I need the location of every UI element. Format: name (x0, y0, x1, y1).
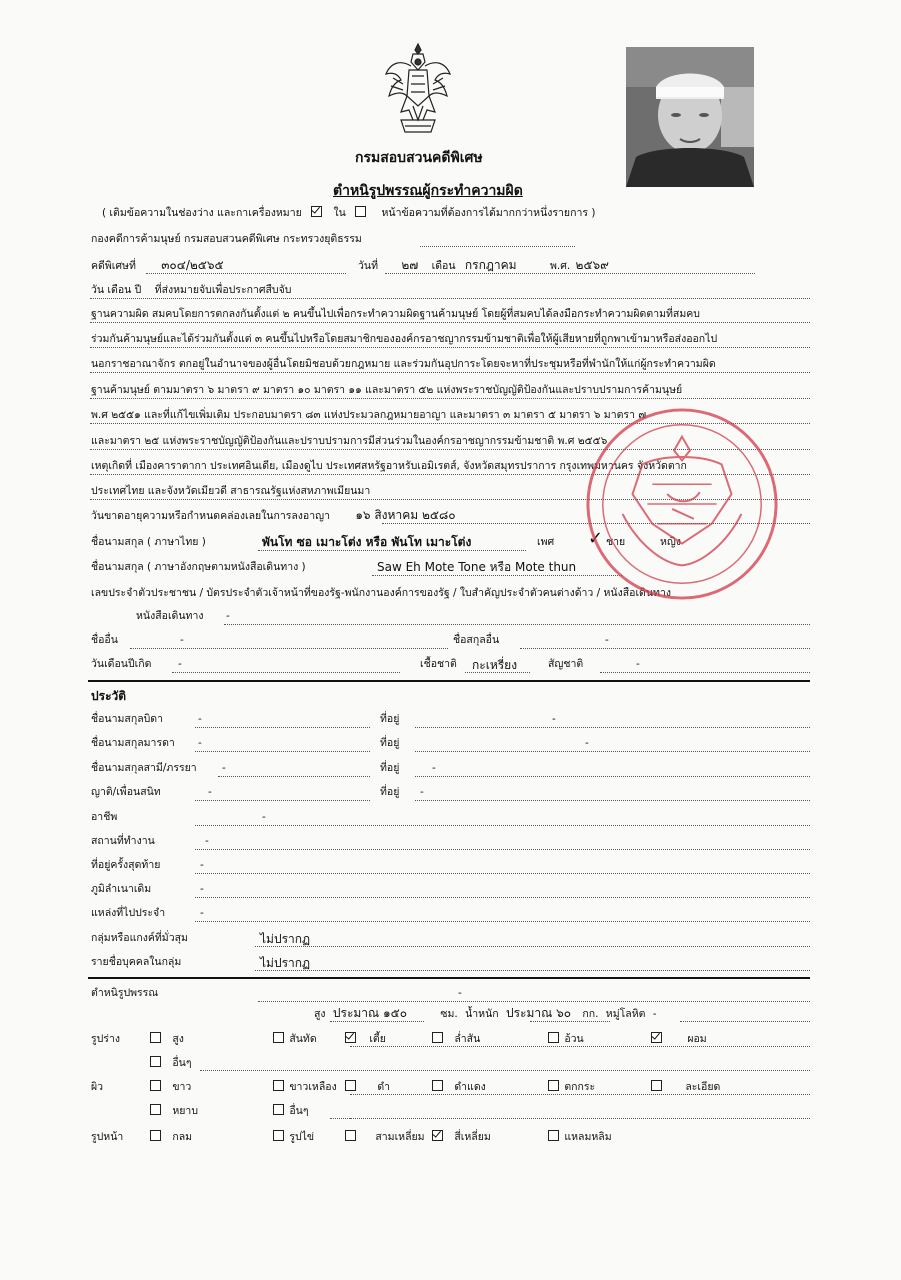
passport-value[interactable]: - (226, 610, 230, 622)
skin-opt-freckled[interactable] (548, 1080, 595, 1094)
form-title: ตำหนิรูปพรรณผู้กระทำความผิด (333, 183, 523, 199)
build-opt-thin-box[interactable] (651, 1032, 662, 1043)
official-seal-stamp (583, 405, 781, 603)
weight-label: น้ำหนัก (465, 1008, 499, 1020)
face-opt-triangle[interactable] (345, 1130, 425, 1144)
skin-opt-white[interactable] (150, 1080, 191, 1094)
height-value[interactable]: ประมาณ ๑๕๐ (332, 1006, 408, 1020)
skin-opt-fair-box[interactable] (273, 1080, 284, 1091)
garuda-emblem-icon (383, 40, 453, 138)
build-opt-tall-box[interactable] (150, 1032, 161, 1043)
skin-opt-freckled-label: ตกกระ (564, 1081, 596, 1093)
mother-addr-label: ที่อยู่ (380, 737, 400, 749)
weight-unit: กก. (582, 1008, 599, 1020)
instructions-part2: ใน (333, 207, 346, 219)
sex-female-label: หญิง (660, 536, 681, 548)
incident-line-1: เหตุเกิดที่ เมืองคาราตากา ประเทศอินเดีย, เมืองดูไบ ประเทศสหรัฐอาหรับเอมิเรตส์, จังหวัดสมุทรปราการ กรุงเทพมหานคร จังหวัดตาก (91, 460, 687, 472)
gang-label: กลุ่มหรือแกงค์ที่มั่วสุม (91, 932, 188, 944)
face-opt-round[interactable] (150, 1130, 192, 1144)
skin-opt-rough-box[interactable] (150, 1104, 161, 1115)
other-name-value[interactable]: - (180, 634, 184, 646)
skin-opt-fair[interactable] (273, 1080, 337, 1094)
checkbox-sample-empty (355, 206, 366, 217)
charge-line-6: และมาตรา ๒๕ แห่งพระราชบัญญัติป้องกันและปราบปรามการมีส่วนร่วมในองค์กรอาชญากรรมข้ามชาติ พ.ศ ๒๕๕๖ (91, 435, 608, 447)
face-opt-triangle-label: สามเหลี่ยม (375, 1131, 425, 1143)
relative-label: ญาติ/เพื่อนสนิท (91, 786, 161, 798)
skin-opt-other[interactable] (273, 1104, 308, 1118)
skin-label: ผิว (91, 1081, 104, 1093)
skin-opt-white-box[interactable] (150, 1080, 161, 1091)
id-types-label: เลขประจำตัวประชาชน / บัตรประจำตัวเจ้าหน้าที่ของรัฐ-พนักงานองค์การของรัฐ / ใบสำคัญประจำตัวคนต่างด้าว / หนังสือเดินทาง (91, 587, 671, 599)
skin-opt-rough[interactable] (150, 1104, 198, 1118)
face-opt-pointed-box[interactable] (548, 1130, 559, 1141)
description-title-value[interactable]: - (458, 987, 462, 999)
mother-addr-value[interactable]: - (585, 737, 589, 749)
skin-opt-smooth[interactable] (651, 1080, 720, 1094)
section-divider (88, 680, 810, 682)
build-opt-short-label: เตี้ย (369, 1033, 386, 1045)
father-addr-value[interactable]: - (552, 713, 556, 725)
build-opt-fat-box[interactable] (548, 1032, 559, 1043)
build-opt-thin-label: ผอม (687, 1033, 707, 1045)
hometown-value[interactable]: - (200, 883, 204, 895)
case-label: คดีพิเศษที่ (91, 260, 136, 272)
build-opt-stocky[interactable] (432, 1032, 480, 1046)
instructions-part3: หน้าข้อความที่ต้องการได้มากกว่าหนึ่งรายการ ) (381, 207, 596, 219)
suspect-photo (626, 47, 754, 187)
charge-line-2: ร่วมกันค้ามนุษย์และได้ร่วมกันตั้งแต่ ๓ คนขึ้นไปหรือโดยสมาชิกขององค์กรอาชญากรรมข้ามชาติเพื่อให้ผู้เสียหายที่ถูกพาเข้ามาหรือส่งออกไป (91, 333, 718, 345)
build-opt-medium-box[interactable] (273, 1032, 284, 1043)
build-opt-short-box[interactable] (345, 1032, 356, 1043)
charge-line-3: นอกราชอาณาจักร ตกอยู่ในอำนาจของผู้อื่นโดยมิชอบด้วยกฎหมาย และร่วมกันอุปการะโดยจะหาที่ประชุมหรือที่พำนักให้แก่ผู้กระทำความผิด (91, 358, 716, 370)
agency-title: กรมสอบสวนคดีพิเศษ (355, 150, 483, 166)
name-en-value[interactable]: Saw Eh Mote Tone หรือ Mote thun (377, 560, 577, 574)
history-title: ประวัติ (91, 689, 127, 703)
blood-label: หมู่โลหิต (605, 1008, 646, 1020)
instructions-line (102, 206, 595, 220)
father-value[interactable]: - (198, 713, 202, 725)
build-opt-fat[interactable] (548, 1032, 584, 1046)
race-value[interactable]: กะเหรี่ยง (472, 658, 518, 672)
skin-opt-freckled-box[interactable] (548, 1080, 559, 1091)
case-date (358, 258, 609, 273)
build-opt-stocky-label: ล่ำสัน (454, 1033, 481, 1045)
members-value[interactable]: ไม่ปรากฏ (260, 956, 311, 970)
hangout-label: แหล่งที่ไปประจำ (91, 907, 166, 919)
skin-opt-other-label: อื่นๆ (289, 1105, 309, 1117)
build-opt-fat-label: อ้วน (564, 1033, 584, 1045)
build-label: รูปร่าง (91, 1033, 120, 1045)
build-opt-tall-label: สูง (172, 1033, 184, 1045)
passport-label: หนังสือเดินทาง (136, 610, 204, 622)
birth-label: วันเดือนปีเกิด (91, 658, 152, 670)
other-surname-value[interactable]: - (605, 634, 609, 646)
skin-opt-smooth-label: ละเอียด (685, 1081, 721, 1093)
skin-opt-dark-label: ดำ (377, 1081, 391, 1093)
warrant-label: ที่ส่งหมายจับเพื่อประกาศสืบจับ (154, 284, 292, 296)
build-opt-short[interactable] (345, 1032, 386, 1046)
gang-value[interactable]: ไม่ปรากฏ (260, 932, 311, 946)
section-divider-2 (88, 977, 810, 979)
statute-value[interactable]: ๑๖ สิงหาคม ๒๕๘๐ (355, 508, 456, 522)
build-opt-thin[interactable] (651, 1032, 707, 1046)
face-opt-oval[interactable] (273, 1130, 314, 1144)
division-text: กองคดีการค้ามนุษย์ กรมสอบสวนคดีพิเศษ กระทรวงยุติธรรม (91, 233, 362, 245)
relative-addr-label: ที่อยู่ (380, 786, 400, 798)
build-opt-other[interactable] (150, 1056, 191, 1070)
checkbox-sample-checked (311, 206, 322, 217)
skin-opt-rough-label: หยาบ (172, 1105, 198, 1117)
face-opt-round-box[interactable] (150, 1130, 161, 1141)
case-day[interactable]: ๒๗ (401, 258, 419, 272)
occupation-value[interactable]: - (262, 811, 266, 823)
sex-male-label: ชาย (606, 536, 626, 548)
relative-addr-value[interactable]: - (420, 786, 424, 798)
height-label: สูง (314, 1008, 326, 1020)
skin-opt-fair-label: ขาวเหลือง (289, 1081, 337, 1093)
face-opt-pointed[interactable] (548, 1130, 612, 1144)
nationality-value[interactable]: - (636, 658, 640, 670)
birth-value[interactable]: - (178, 658, 182, 670)
statute-label: วันขาดอายุความหรือกำหนดคล่องเลยในการลงอาญา (91, 510, 330, 522)
case-month[interactable]: กรกฎาคม (464, 258, 517, 272)
hangout-value[interactable]: - (200, 907, 204, 919)
year-label: พ.ศ. (549, 260, 571, 272)
incident-line-2: ประเทศไทย และจังหวัดเมียวดี สาธารณรัฐแห่งสหภาพเมียนมา (91, 485, 371, 497)
last-address-value[interactable]: - (200, 859, 204, 871)
skin-opt-other-box[interactable] (273, 1104, 284, 1115)
father-label: ชื่อนามสกุลบิดา (91, 713, 164, 725)
other-name-label: ชื่ออื่น (91, 634, 118, 646)
spouse-label: ชื่อนามสกุลสามี/ภรรยา (91, 762, 197, 774)
build-opt-medium-label: สันทัด (289, 1033, 317, 1045)
weight-value[interactable]: ประมาณ ๖๐ (505, 1006, 572, 1020)
blood-value[interactable]: - (652, 1008, 657, 1020)
face-opt-oval-label: รูปไข่ (289, 1131, 315, 1143)
case-number-line (91, 258, 224, 273)
face-opt-triangle-box[interactable] (345, 1130, 356, 1141)
build-opt-other-box[interactable] (150, 1056, 161, 1067)
warrant-line (91, 283, 291, 297)
face-opt-pointed-label: แหลมหลิม (564, 1131, 612, 1143)
race-label: เชื้อชาติ (420, 658, 457, 670)
build-opt-stocky-box[interactable] (432, 1032, 443, 1043)
name-en-label: ชื่อนามสกุล ( ภาษาอังกฤษตามหนังสือเดินทาง ) (91, 561, 306, 573)
date-label: วันที่ (358, 260, 378, 272)
mother-value[interactable]: - (198, 737, 202, 749)
face-opt-round-label: กลม (172, 1131, 193, 1143)
height-weight-line (314, 1006, 657, 1021)
skin-opt-dark-box[interactable] (345, 1080, 356, 1091)
skin-opt-white-label: ขาว (172, 1081, 192, 1093)
build-opt-medium[interactable] (273, 1032, 317, 1046)
skin-opt-dark[interactable] (345, 1080, 390, 1094)
face-label: รูปหน้า (91, 1131, 124, 1143)
build-opt-tall[interactable] (150, 1032, 184, 1046)
charge-line-5: พ.ศ ๒๕๕๑ และที่แก้ไขเพิ่มเติม ประกอบมาตรา ๘๓ แห่งประมวลกฎหมายอาญา และมาตรา ๓ มาตรา ๕ มาตรา ๖ มาตรา ๗ (91, 409, 647, 421)
nationality-label: สัญชาติ (548, 658, 584, 670)
hometown-label: ภูมิลำเนาเดิม (91, 883, 152, 895)
face-opt-oval-box[interactable] (273, 1130, 284, 1141)
build-opt-other-label: อื่นๆ (172, 1057, 192, 1069)
charge-line-4: ฐานค้ามนุษย์ ตามมาตรา ๖ มาตรา ๙ มาตรา ๑๐ มาตรา ๑๑ และมาตรา ๕๒ แห่งพระราชบัญญัติป้องกันและปราบปรามการค้ามนุษย์ (91, 384, 683, 396)
warrant-date-label: วัน เดือน ปี (91, 284, 142, 296)
other-surname-label: ชื่อสกุลอื่น (453, 634, 500, 646)
occupation-label: อาชีพ (91, 811, 118, 823)
sex-label: เพศ (537, 536, 555, 548)
spouse-value[interactable]: - (222, 762, 226, 774)
charge-line-1: ฐานความผิด สมคบโดยการตกลงกันตั้งแต่ ๒ คนขึ้นไปเพื่อกระทำความผิดฐานค้ามนุษย์ โดยผู้ที่สมคบได้ลงมือกระทำความผิดตามที่สมคบ (91, 308, 700, 320)
spouse-addr-value[interactable]: - (432, 762, 436, 774)
name-th-value[interactable]: พันโท ซอ เมาะโต่ง หรือ พันโท เมาะโต่ง (262, 535, 472, 549)
case-number[interactable]: ๓๐๔/๒๕๖๕ (161, 258, 224, 272)
last-address-label: ที่อยู่ครั้งสุดท้าย (91, 859, 161, 871)
workplace-label: สถานที่ทำงาน (91, 835, 155, 847)
face-opt-square[interactable] (432, 1130, 491, 1144)
instructions-part1: ( เติมข้อความในช่องว่าง และกาเครื่องหมาย (102, 207, 302, 219)
father-addr-label: ที่อยู่ (380, 713, 400, 725)
statute-line (91, 508, 456, 523)
mother-label: ชื่อนามสกุลมารดา (91, 737, 175, 749)
face-opt-square-label: สี่เหลี่ยม (454, 1131, 491, 1143)
members-label: รายชื่อบุคคลในกลุ่ม (91, 956, 182, 968)
relative-value[interactable]: - (208, 786, 212, 798)
sex-male-check-icon[interactable]: ✓ (588, 528, 604, 549)
description-title: ตำหนิรูปพรรณ (91, 987, 159, 999)
name-th-label: ชื่อนามสกุล ( ภาษาไทย ) (91, 536, 206, 548)
month-label: เดือน (431, 260, 456, 272)
skin-opt-smooth-box[interactable] (651, 1080, 662, 1091)
spouse-addr-label: ที่อยู่ (380, 762, 400, 774)
skin-opt-reddish-label: ดำแดง (454, 1081, 486, 1093)
case-year[interactable]: ๒๕๖๙ (575, 258, 609, 272)
skin-opt-reddish[interactable] (432, 1080, 486, 1094)
workplace-value[interactable]: - (205, 835, 209, 847)
face-opt-square-box[interactable] (432, 1130, 443, 1141)
skin-opt-reddish-box[interactable] (432, 1080, 443, 1091)
height-unit: ซม. (440, 1008, 458, 1020)
